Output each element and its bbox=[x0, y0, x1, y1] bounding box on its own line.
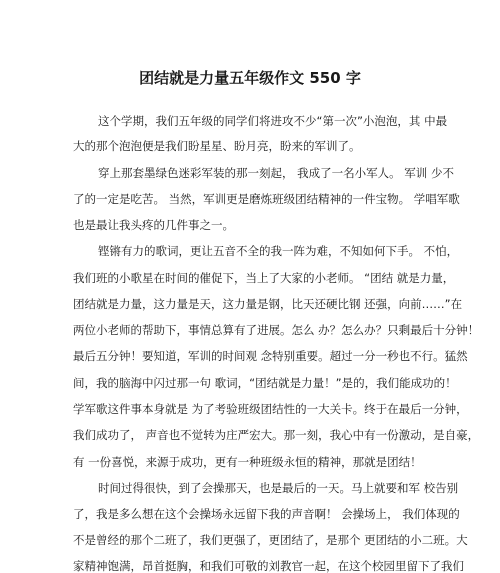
text-line: 大的那个泡泡便是我们盼星星、盼月亮，盼来的军训了。 bbox=[73, 139, 361, 153]
text-line: 我们班的小歌星在时间的催促下，当上了大家的小老师。 “团结 就是力量， bbox=[73, 271, 455, 285]
text-line: 学军歌这件事本身就是 为了考验班级团结性的一大关卡。终于在最后一分钟， bbox=[73, 402, 468, 416]
text-line: 有 一份喜悦，来源于成功，更有一种班级永恒的精神，那就是团结！ bbox=[73, 455, 422, 469]
text-line: 家精神饱满，昂首挺胸，和我们可敬的刘教官一起，在这个校园里留下了我们 bbox=[73, 559, 464, 573]
text-line: 铿锵有力的歌词，更让五音不全的我一阵为难，不知如何下手。 不怕， bbox=[98, 244, 459, 258]
text-line: 最后五分钟！要知道，军训的时间观 念特别重要。超过一分一秒也不行。猛然 bbox=[73, 349, 468, 363]
text-line: 两位小老师的帮助下，事情总算有了进展。怎么 办？怎么办？只剩最后十分钟！ bbox=[73, 323, 480, 337]
text-line: 不是曾经的那个二班了，我们更强了，更团结了，是那个 更团结的小二班。大 bbox=[73, 533, 468, 547]
document-title: 团结就是力量五年级作文 550 字 bbox=[139, 69, 361, 87]
text-line: 团结就是力量，这力量是天，这力量是钢，比天还硬比钢 还强，向前……”在 bbox=[73, 297, 463, 311]
text-line: 时间过得很快，到了会操那天，也是最后的一天。马上就要和军 校告别 bbox=[98, 481, 459, 495]
text-line: 穿上那套墨绿色迷彩军装的那一刻起， 我成了一名小军人。 军训 少不 bbox=[98, 166, 454, 180]
text-line: 也是最让我头疼的几件事之一。 bbox=[73, 218, 234, 232]
text-line: 间，我的脑海中闪过那一句 歌词，“团结就是力量！”是的，我们能成功的！ bbox=[73, 376, 457, 390]
text-line: 了，我是多么想在这个会操场永远留下我的声音啊！ 会操场上， 我们体现的 bbox=[73, 507, 460, 521]
text-line: 这个学期，我们五年级的同学们将进攻不少“第一次”小泡泡，其 中最 bbox=[98, 114, 448, 128]
text-line: 我们成功了， 声音也不觉转为庄严宏大。那一刻，我心中有一份激动，是自豪， bbox=[73, 428, 480, 442]
text-line: 了的一定是吃苦。 当然，军训更是磨炼班级团结精神的一件宝物。 学唱军歌 bbox=[73, 192, 460, 206]
